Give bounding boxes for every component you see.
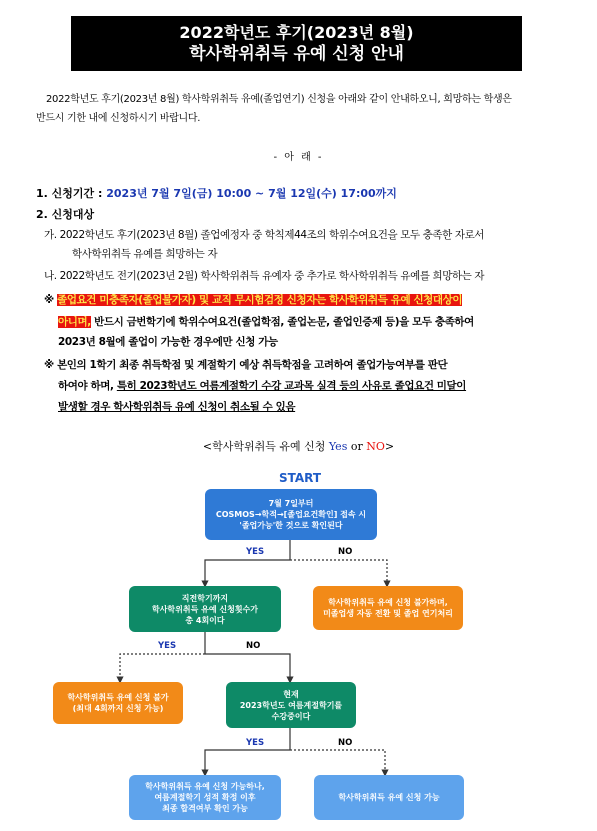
box2-line1: 직전학기까지: [181, 593, 229, 603]
box4-line1: 학사학위취득 유예 신청 불가: [67, 693, 169, 702]
connector-yes-3: [205, 750, 290, 773]
flow-box-graduation-check: [205, 489, 377, 540]
section-1-label: 1. 신청기간 :: [36, 187, 107, 200]
flow-box-eligible-pending: [129, 775, 281, 820]
flow-box-not-eligible: [313, 586, 463, 630]
box3-line2: 미졸업생 자동 전환 및 졸업 연기처리: [323, 609, 453, 618]
note1-rest2: 2023년 8월에 졸업이 가능한 경우에만 신청 가능: [58, 336, 278, 348]
flow-title-or: or: [347, 440, 367, 453]
box1-line3: '졸업가능'한 것으로 확인된다: [239, 521, 343, 530]
label-no-2: NO: [246, 641, 261, 651]
note2-line3: 발생할 경우 학사학위취득 유예 신청이 취소될 수 있음: [58, 401, 296, 413]
flow-start: START: [278, 471, 322, 485]
box2-line3: 총 4회이다: [185, 615, 225, 625]
note1-rest1: 반드시 금번학기에 학위수여요건(졸업학점, 졸업논문, 졸업인증제 등)을 모두 충족하여: [90, 316, 474, 328]
box6-line3: 최종 합격여부 확인 가능: [162, 804, 248, 813]
box6-line2: 여름계절학기 성적 확정 이후: [154, 793, 256, 802]
flow-title-no: NO: [366, 440, 385, 453]
note1-highlight1: 졸업요건 미충족자(졸업불가자) 및 교직 무시험검정 신청자는 학사학위취득 유예 신청대상이: [57, 294, 463, 306]
section-2-label: 2. 신청대상: [36, 208, 95, 221]
connector-yes-1: [205, 560, 290, 584]
note1-highlight2: 아니며,: [58, 316, 91, 328]
note2-line2b: 특히 2023학년도 여름계절학기 수강 교과목 실격 등의 사유로 졸업요건 미달이: [116, 380, 467, 392]
label-yes-2: YES: [158, 641, 177, 651]
box5-line1: 현재: [283, 689, 299, 699]
label-yes-1: YES: [246, 547, 265, 557]
item-ga-line2: 학사학위취득 유예를 희망하는 자: [72, 248, 218, 260]
label-yes-3: YES: [246, 738, 265, 748]
center-note: - 아 래 -: [273, 152, 324, 163]
item-ga-line1: 가. 2022학년도 후기(2023년 8월) 졸업예정자 중 학칙제44조의 학위수여요건을 모두 충족한 자로서: [44, 229, 485, 241]
flow-title-yes: Yes: [328, 440, 348, 453]
box4-line2: (최대 4회까지 신청 가능): [72, 704, 164, 713]
flow-title-prefix: <학사학위취득 유예 신청: [202, 440, 329, 453]
title-line2: 학사학위취득 유예 신청 안내: [189, 44, 404, 64]
flow-box-max-reached: [53, 682, 183, 724]
label-no-1: NO: [338, 547, 353, 557]
intro-line1: 2022학년도 후기(2023년 8월) 학사학위취득 유예(졸업연기) 신청을 아래와 같이 안내하오니, 희망하는 학생은: [46, 94, 512, 105]
box6-line1: 학사학위취득 유예 신청 가능하나,: [145, 782, 265, 791]
note2-line1: ※ 본인의 1학기 최종 취득학점 및 계절학기 예상 취득학점을 고려하여 졸업가능여부를 판단: [44, 359, 448, 371]
label-no-3: NO: [338, 738, 353, 748]
title-line1: 2022학년도 후기(2023년 8월): [179, 23, 414, 42]
connector-yes-2: [120, 654, 205, 680]
box5-line2: 2023학년도 여름계절학기를: [239, 700, 343, 710]
intro-line2: 반드시 기한 내에 신청하시기 바랍니다.: [36, 113, 201, 124]
section-1-value: 2023년 7월 7일(금) 10:00 ~ 7월 12일(수) 17:00까지: [106, 187, 397, 200]
box5-line3: 수강중이다: [271, 711, 311, 721]
box3-line1: 학사학위취득 유예 신청 불가하며,: [328, 598, 448, 607]
connector-no-1: [290, 560, 387, 584]
box1-line1: 7월 7일부터: [268, 499, 314, 508]
note1-mark: ※: [44, 294, 58, 306]
box7-line1: 학사학위취득 유예 신청 가능: [338, 793, 440, 802]
flow-box-summer-session: [226, 682, 356, 728]
flow-box-eligible: [314, 775, 464, 820]
box2-line2: 학사학위취득 유예 신청횟수가: [151, 604, 259, 614]
flow-title-suffix: >: [384, 440, 395, 453]
note2-line2a: 하여야 하며,: [58, 380, 117, 392]
connector-no-2: [205, 654, 290, 680]
connector-no-3: [290, 750, 385, 773]
flow-box-application-count: [129, 586, 281, 632]
box1-line2: COSMOS→학적→[졸업요건확인] 접속 시: [215, 510, 367, 519]
item-na: 나. 2022학년도 전기(2023년 2월) 학사학위취득 유예자 중 추가로 학사학위취득 유예를 희망하는 자: [44, 270, 485, 282]
